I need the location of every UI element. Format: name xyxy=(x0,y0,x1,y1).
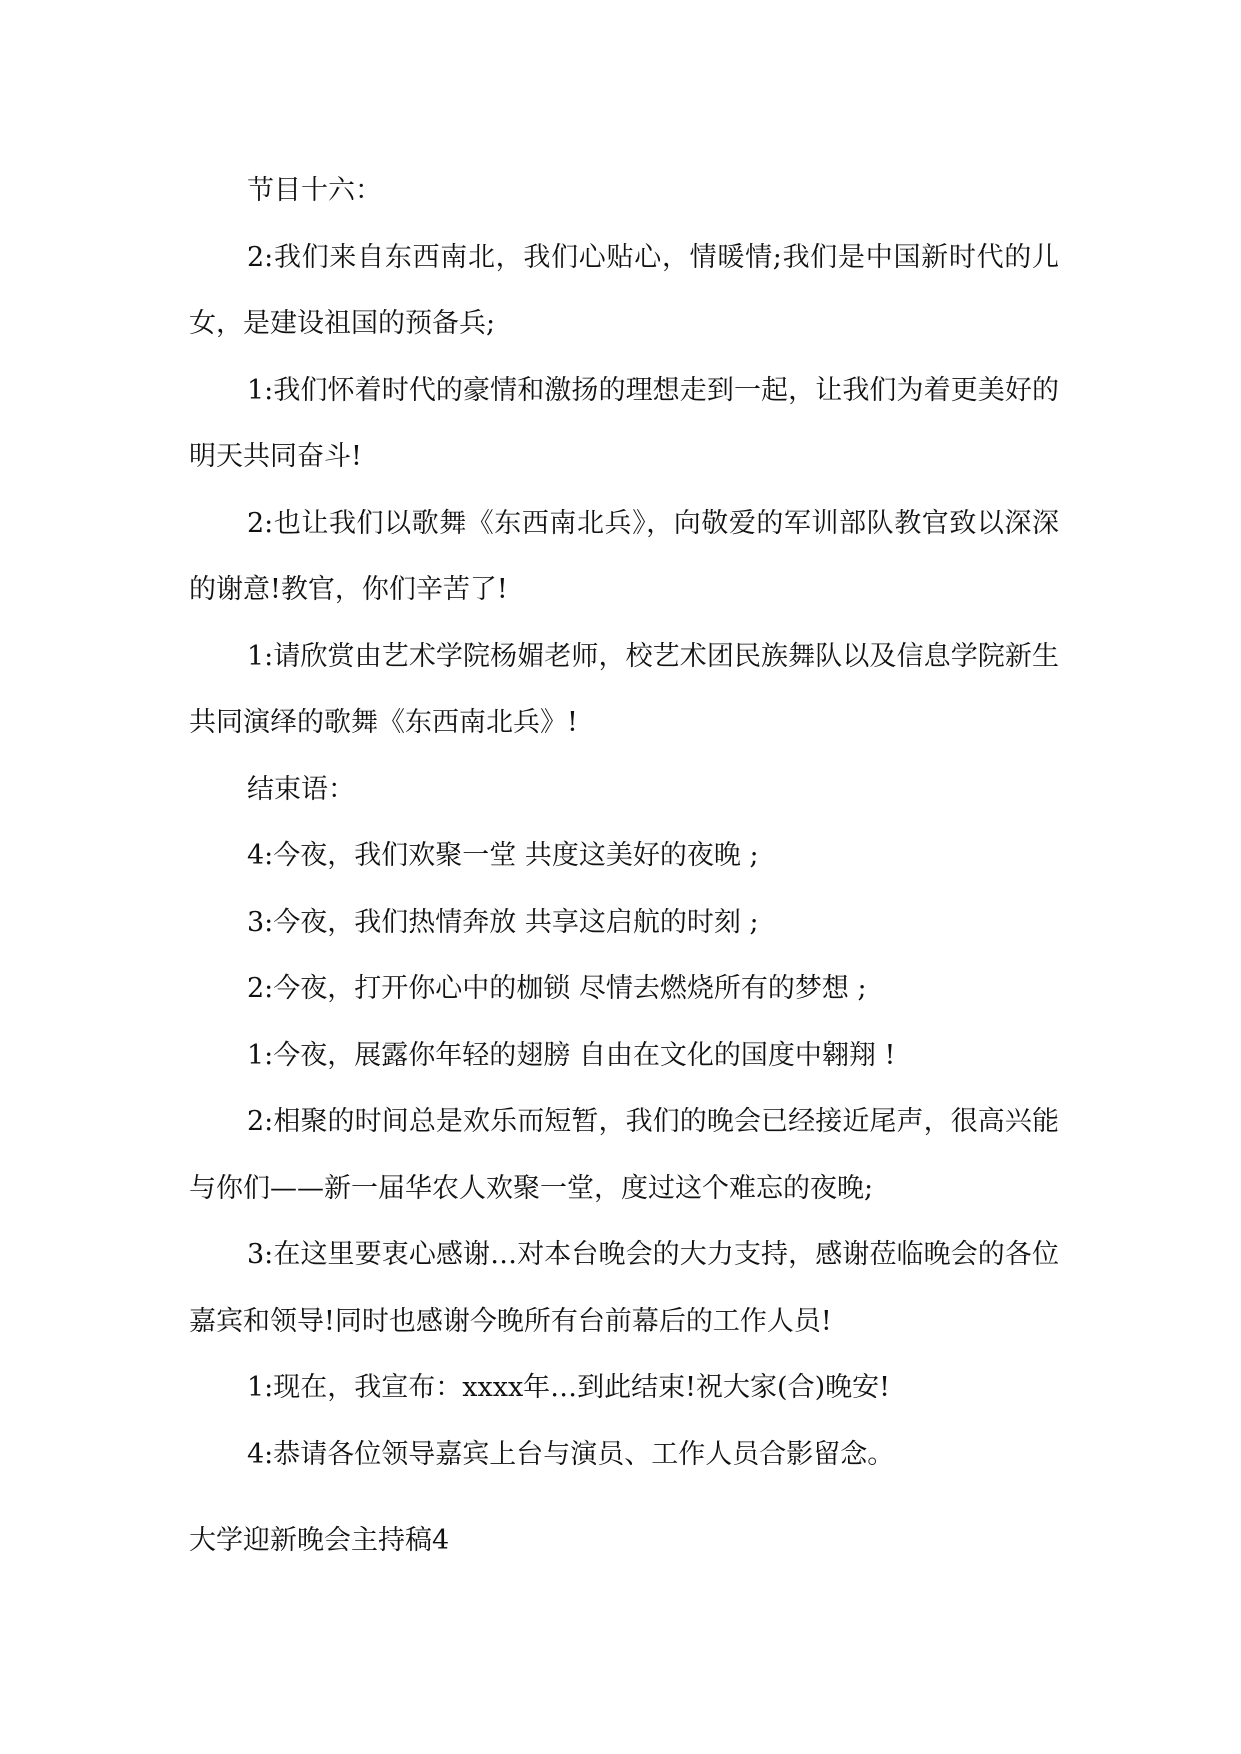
paragraph: 3:今夜，我们热情奔放 共享这启航的时刻 ; xyxy=(247,906,759,938)
paragraph-program-sixteen: 节目十六： xyxy=(247,175,382,206)
paragraph: 4:今夜，我们欢聚一堂 共度这美好的夜晚 ; xyxy=(247,840,759,871)
paragraph: 1:今夜，展露你年轻的翅膀 自由在文化的国度中翱翔 ! xyxy=(247,1039,896,1071)
paragraph: 1:我们怀着时代的豪情和激扬的理想走到一起，让我们为着更美好的明天共同奋斗! xyxy=(189,374,1059,472)
paragraph: 2:相聚的时间总是欢乐而短暂，我们的晚会已经接近尾声，很高兴能与你们——新一届华农人欢聚一堂，度过这个难忘的夜晚; xyxy=(189,1106,1059,1204)
paragraph: 1:现在，我宣布：xxxx年…到此结束!祝大家(合)晚安! xyxy=(247,1372,890,1403)
paragraph-closing-remarks: 结束语： xyxy=(247,773,355,805)
paragraph: 3:在这里要衷心感谢…对本台晚会的大力支持，感谢莅临晚会的各位嘉宾和领导!同时也感谢今晚所有台前幕后的工作人员! xyxy=(189,1239,1059,1337)
paragraph: 2:今夜，打开你心中的枷锁 尽情去燃烧所有的梦想 ; xyxy=(247,973,867,1004)
paragraph: 2:也让我们以歌舞《东西南北兵》，向敬爱的军训部队教官致以深深的谢意!教官，你们辛苦了! xyxy=(189,507,1059,605)
paragraph: 4:恭请各位领导嘉宾上台与演员、工作人员合影留念。 xyxy=(247,1438,895,1470)
document-body xyxy=(189,158,1059,1488)
paragraph: 1:请欣赏由艺术学院杨媚老师，校艺术团民族舞队以及信息学院新生共同演绎的歌舞《东西南北兵》! xyxy=(189,640,1059,738)
section-heading: 大学迎新晚会主持稿4 xyxy=(189,1525,450,1556)
paragraph: 2:我们来自东西南北，我们心贴心，情暖情;我们是中国新时代的儿女，是建设祖国的预备兵; xyxy=(189,241,1059,339)
